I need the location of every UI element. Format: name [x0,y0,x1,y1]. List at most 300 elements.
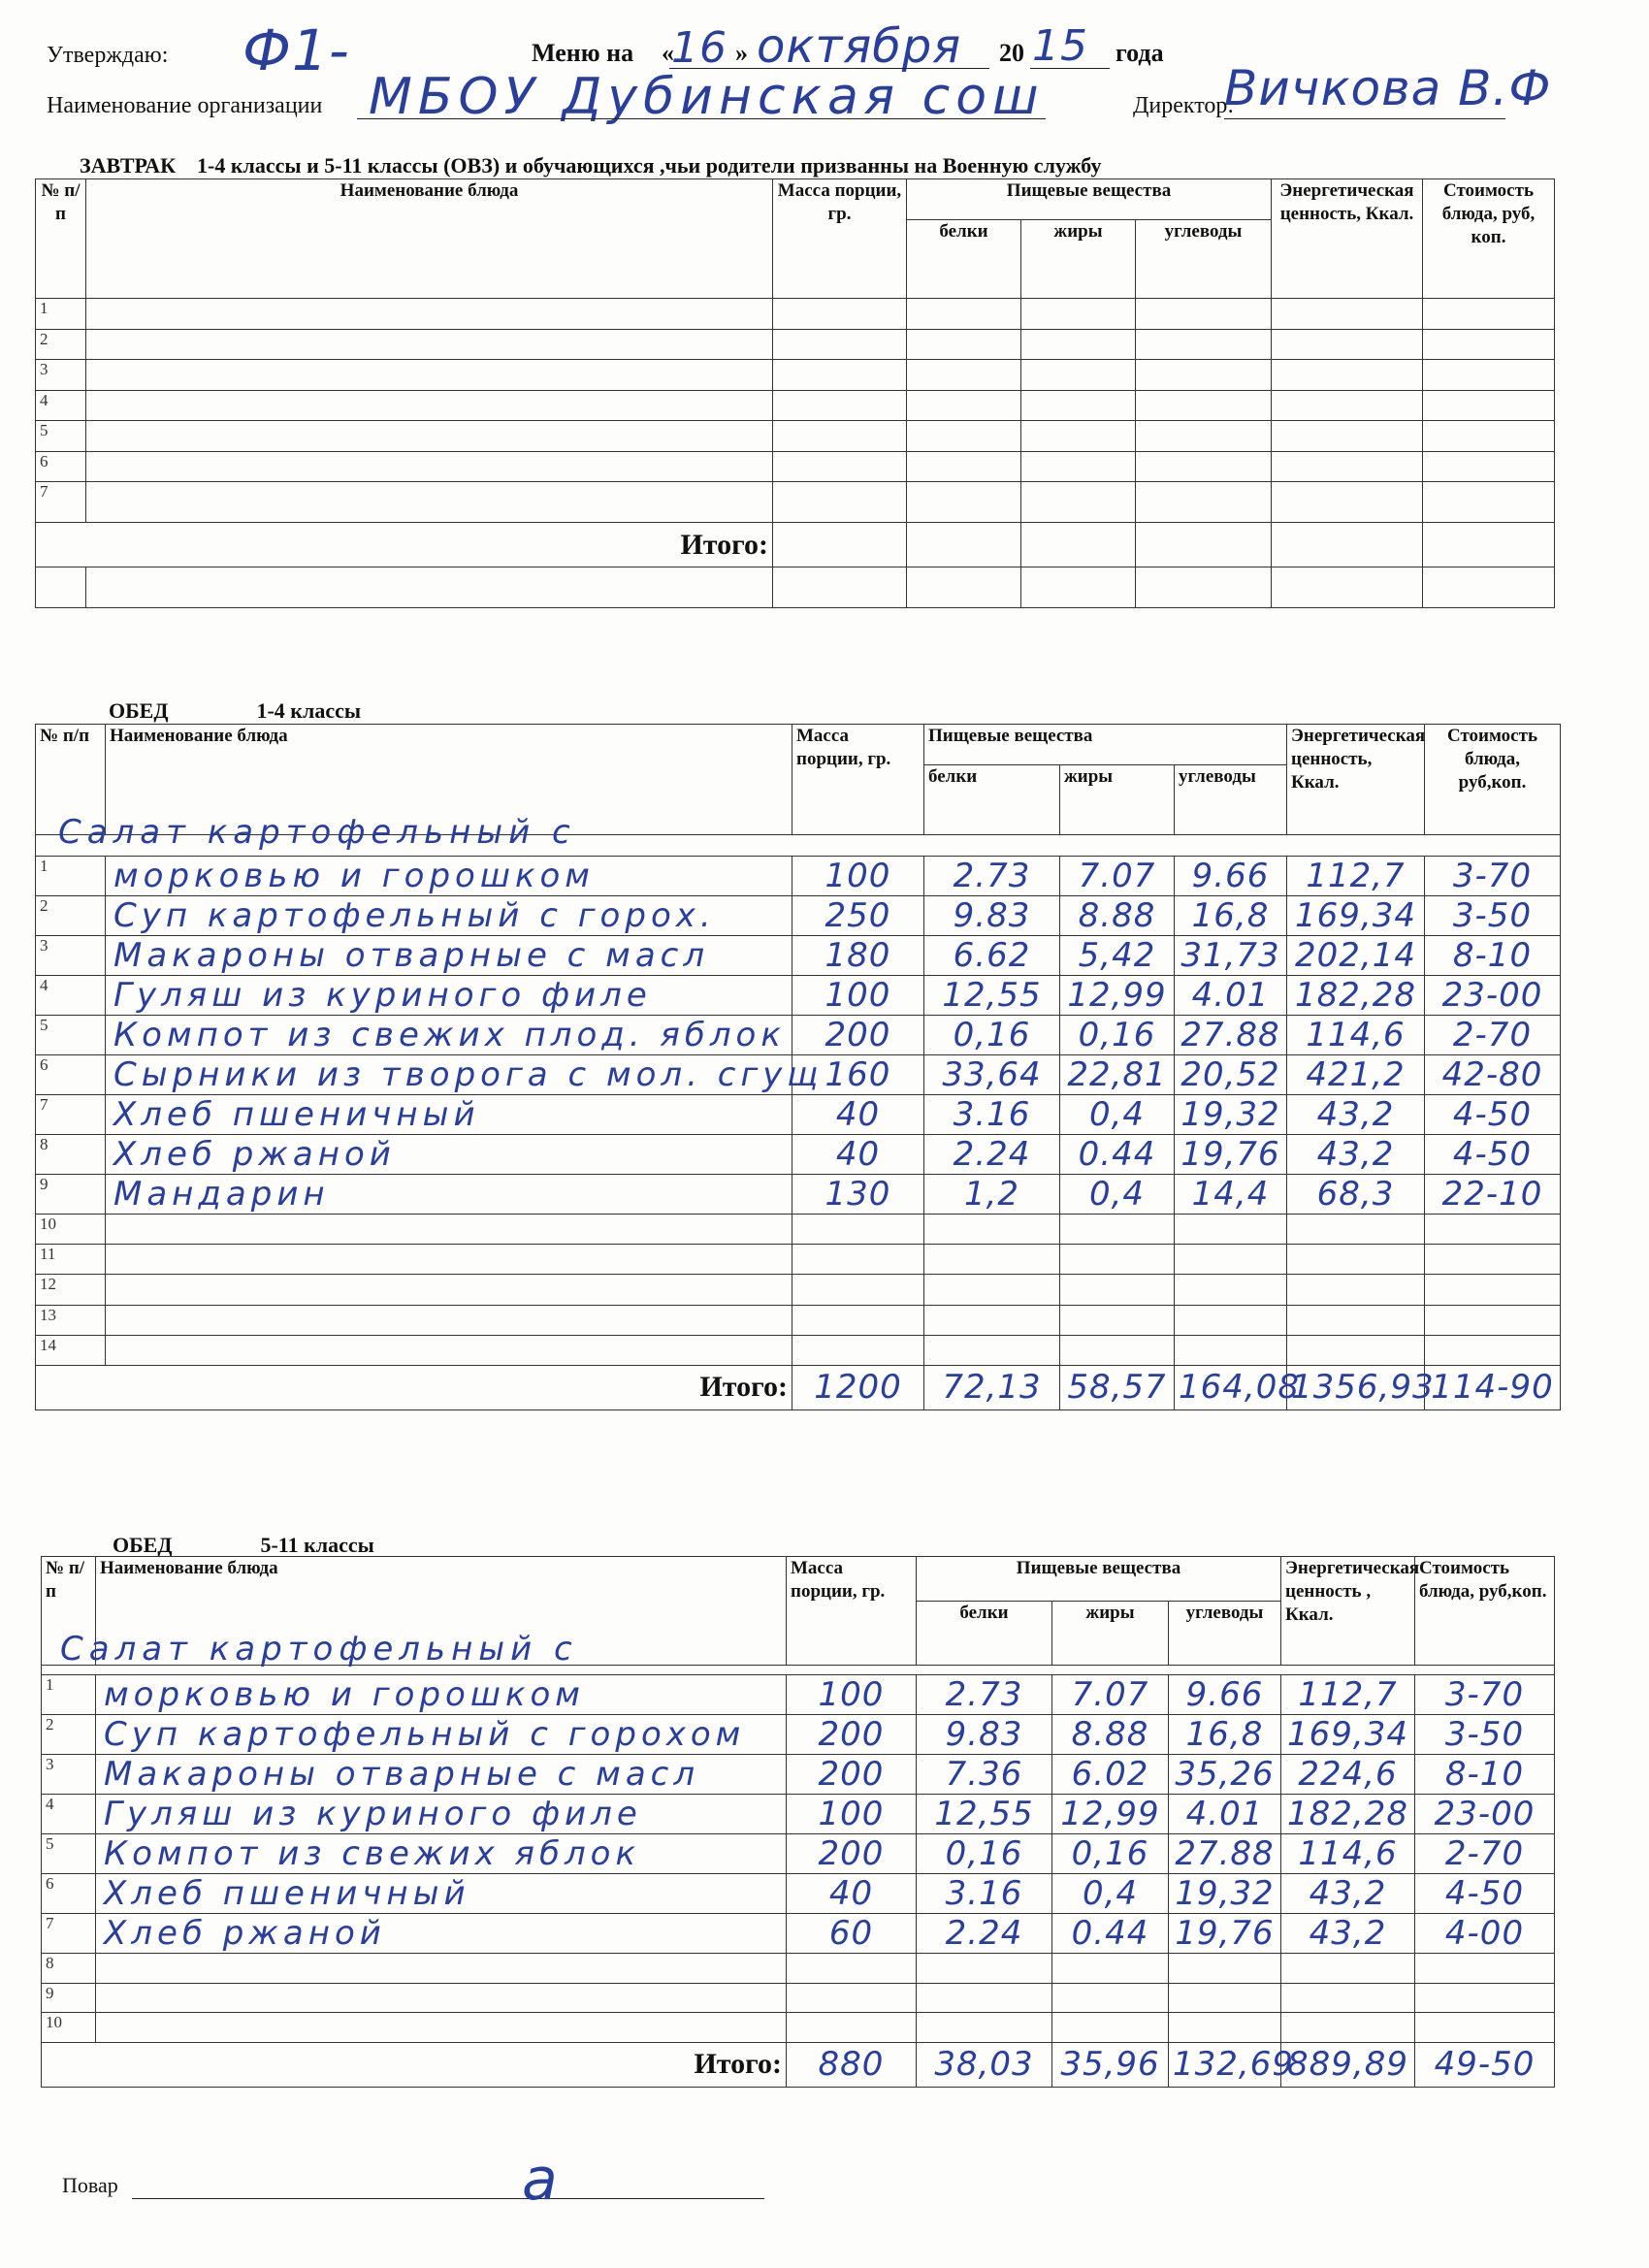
dish-protein: 0,16 [917,1834,1052,1874]
year-suffix: 15 [1032,21,1088,71]
table-cell [1423,482,1555,523]
dish-mass [787,1954,917,1984]
breakfast-empty-cell [907,567,1021,608]
dish-carbs: 31,73 [1175,936,1287,976]
dish-cost: 2-70 [1425,1016,1561,1055]
lunch14-title-rest: 1-4 классы [256,698,362,723]
table-row [42,1715,1555,1755]
cook-underline [132,2198,764,2199]
row-number: 6 [42,1874,96,1914]
table-row [42,1983,1555,2013]
row-number: 5 [36,1016,106,1055]
dish-fat: 0.44 [1060,1135,1175,1175]
dish-name [106,1275,792,1305]
dish-mass: 130 [792,1175,924,1215]
dish-name: Суп картофельный с горохом [96,1715,787,1755]
table-cell [1021,329,1136,360]
table-row [36,390,1555,421]
dish-energy: 224,6 [1281,1755,1415,1795]
lunch511-title-rest: 5-11 классы [260,1533,374,1557]
dish-name [106,1245,792,1275]
breakfast-empty-cell [1136,567,1272,608]
dish-carbs [1169,2013,1281,2043]
dish-carbs: 19,32 [1169,1874,1281,1914]
breakfast-empty-cell [1272,567,1423,608]
dish-mass [792,1275,924,1305]
org-value: МБОУ Дубинская сош [369,68,1045,126]
breakfast-col-carbs: углеводы [1136,220,1272,299]
lunch14-col-name: Наименование блюда [106,725,792,835]
table-cell [86,299,773,330]
year-prefix: 20 [999,39,1024,67]
quote-open: « [662,39,674,67]
dish-cost [1425,1335,1561,1365]
row-number: 4 [42,1795,96,1834]
table-cell [1021,421,1136,452]
dish-name: Компот из свежих яблок [96,1834,787,1874]
row-number: 1 [42,1675,96,1715]
dish-energy: 169,34 [1281,1715,1415,1755]
row-number: 4 [36,976,106,1016]
table-cell [773,329,907,360]
dish-energy [1287,1335,1425,1365]
table-cell [1136,421,1272,452]
row-number: 2 [36,329,86,360]
dish-protein: 6.62 [924,936,1060,976]
dish-mass [787,2013,917,2043]
table-row [42,1914,1555,1954]
breakfast-col-cost: Стоимость блюда, руб, коп. [1423,179,1555,299]
dish-name: морковью и горошком [96,1675,787,1715]
lunch511-total-label: Итого: [42,2042,787,2087]
director-underline [1224,118,1505,119]
cook-label: Повар [62,2173,118,2197]
table-cell [1423,360,1555,391]
lunch511-title [113,1533,374,1558]
table-row [42,1675,1555,1715]
dish-name: Макароны отварные с масл [96,1755,787,1795]
dish-name: Мандарин [106,1175,792,1215]
table-cell [86,451,773,482]
dish-fat [1060,1275,1175,1305]
table-cell [1423,421,1555,452]
breakfast-col-energy: Энергетическая ценность, Ккал. [1272,179,1423,299]
table-row [36,1095,1561,1135]
dish-name: Хлеб пшеничный [106,1095,792,1135]
dish-energy: 182,28 [1281,1795,1415,1834]
row-number: 3 [42,1755,96,1795]
table-row [36,329,1555,360]
dish-cost: 4-50 [1425,1095,1561,1135]
row-number: 7 [36,1095,106,1135]
dish-energy: 421,2 [1287,1055,1425,1095]
lunch14-col-carbs: углеводы [1175,765,1287,835]
breakfast-title [80,153,1101,178]
table-cell [1136,390,1272,421]
lunch511-total-carbs: 132,69 [1169,2042,1281,2087]
lunch14-col-cost: Стоимость блюда, руб,коп. [1425,725,1561,835]
table-row [42,1874,1555,1914]
table-row [36,482,1555,523]
dish-protein: 2.73 [917,1675,1052,1715]
dish-fat: 22,81 [1060,1055,1175,1095]
dish-energy: 43,2 [1281,1914,1415,1954]
dish-name [106,1215,792,1245]
table-cell [86,329,773,360]
table-cell [1021,451,1136,482]
table-row [36,1055,1561,1095]
quote-close: » [735,39,748,67]
table-cell [907,390,1021,421]
lunch511-col-carbs: углеводы [1169,1602,1281,1666]
dish-mass: 100 [792,976,924,1016]
cook-signature: а [522,2146,559,2214]
dish-name: Гуляш из куриного филе [96,1795,787,1834]
dish-carbs: 35,26 [1169,1755,1281,1795]
dish-fat [1060,1245,1175,1275]
dish-carbs [1175,1335,1287,1365]
dish-protein [924,1245,1060,1275]
table-cell [907,482,1021,523]
dish-protein: 3.16 [917,1874,1052,1914]
dish-fat: 12,99 [1060,976,1175,1016]
lunch511-col-cost: Стоимость блюда, руб,коп. [1415,1557,1555,1666]
dish-energy [1281,2013,1415,2043]
table-cell [1136,360,1272,391]
breakfast-col-nutrients: Пищевые вещества [907,179,1272,220]
breakfast-title-main: ЗАВТРАК [80,153,177,178]
lunch511-col-nutrients: Пищевые вещества [917,1557,1281,1602]
dish-protein: 9.83 [924,896,1060,936]
row-number: 14 [36,1335,106,1365]
table-cell [1272,360,1423,391]
dish-carbs: 16,8 [1169,1715,1281,1755]
row-number: 3 [36,936,106,976]
table-row [36,857,1561,896]
dish-fat: 0,4 [1060,1175,1175,1215]
table-row [36,299,1555,330]
dish-protein [924,1275,1060,1305]
dish-protein [924,1215,1060,1245]
row-number: 12 [36,1275,106,1305]
dish-mass: 100 [792,857,924,896]
table-cell [1272,390,1423,421]
dish-name [96,2013,787,2043]
dish-mass: 100 [787,1675,917,1715]
dish-cost: 23-00 [1425,976,1561,1016]
lunch511-pre-row-name: Салат картофельный с [60,1630,578,1669]
dish-cost [1425,1275,1561,1305]
breakfast-empty-cell [86,567,773,608]
row-number: 7 [36,482,86,523]
lunch14-col-no: № п/п [36,725,106,835]
table-row [36,451,1555,482]
dish-mass [792,1305,924,1335]
table-row [42,1795,1555,1834]
row-number: 10 [42,2013,96,2043]
table-cell [773,299,907,330]
lunch511-col-energy: Энергетическая ценность , Ккал. [1281,1557,1415,1666]
dish-protein [924,1305,1060,1335]
dish-cost [1425,1305,1561,1335]
dish-energy: 202,14 [1287,936,1425,976]
lunch14-total-energy: 1356,93 [1287,1365,1425,1409]
lunch14-col-mass: Масса порции, гр. [792,725,924,835]
breakfast-empty-cell [36,567,86,608]
dish-energy [1287,1275,1425,1305]
dish-energy: 68,3 [1287,1175,1425,1215]
row-number: 1 [36,857,106,896]
table-row [36,1175,1561,1215]
dish-fat [1052,1954,1169,1984]
dish-cost: 4-50 [1415,1874,1555,1914]
table-cell [773,482,907,523]
dish-cost: 42-80 [1425,1055,1561,1095]
dish-fat: 0,16 [1060,1016,1175,1055]
dish-carbs: 4.01 [1169,1795,1281,1834]
dish-mass [792,1215,924,1245]
lunch511-col-name: Наименование блюда [96,1557,787,1666]
dish-carbs: 19,76 [1169,1914,1281,1954]
lunch14-title [109,698,361,724]
dish-protein [924,1335,1060,1365]
dish-mass: 180 [792,936,924,976]
table-cell [1423,299,1555,330]
dish-name [106,1305,792,1335]
dish-cost [1415,2013,1555,2043]
dish-mass: 40 [792,1095,924,1135]
dish-cost: 8-10 [1415,1755,1555,1795]
dish-fat: 5,42 [1060,936,1175,976]
row-number: 4 [36,390,86,421]
lunch14-title-main: ОБЕД [109,698,169,723]
dish-name: Сырники из творога с мол. сгущ [106,1055,792,1095]
table-cell [1272,329,1423,360]
dish-energy [1281,1954,1415,1984]
table-cell [1272,482,1423,523]
row-number: 9 [42,1983,96,2013]
dish-carbs [1169,1954,1281,1984]
dish-energy: 43,2 [1287,1135,1425,1175]
table-cell [1136,451,1272,482]
table-row [42,1954,1555,1984]
table-cell [1136,299,1272,330]
dish-mass [787,1983,917,2013]
table-cell [1272,421,1423,452]
dish-protein: 1,2 [924,1175,1060,1215]
row-number: 8 [42,1954,96,1984]
lunch511-total-energy: 889,89 [1281,2042,1415,2087]
dish-energy [1287,1215,1425,1245]
lunch511-total-mass: 880 [787,2042,917,2087]
breakfast-total-cell [1136,523,1272,567]
breakfast-total-cell [1021,523,1136,567]
dish-cost: 3-70 [1415,1675,1555,1715]
lunch14-col-protein: белки [924,765,1060,835]
menu-label: Меню на [532,39,634,67]
lunch14-col-energy: Энергетическая ценность, Ккал. [1287,725,1425,835]
dish-cost: 22-10 [1425,1175,1561,1215]
dish-protein: 7.36 [917,1755,1052,1795]
dish-cost: 23-00 [1415,1795,1555,1834]
dish-name [96,1983,787,2013]
table-row [36,1335,1561,1365]
dish-cost: 4-50 [1425,1135,1561,1175]
dish-energy [1281,1983,1415,2013]
table-cell [1136,329,1272,360]
dish-fat: 8.88 [1052,1715,1169,1755]
dish-name: Хлеб ржаной [106,1135,792,1175]
dish-fat [1060,1335,1175,1365]
dish-carbs: 14,4 [1175,1175,1287,1215]
table-cell [907,329,1021,360]
dish-protein: 2.73 [924,857,1060,896]
dish-carbs: 4.01 [1175,976,1287,1016]
table-row [36,936,1561,976]
approve-label: Утверждаю: [47,43,169,68]
table-cell [86,421,773,452]
dish-carbs [1175,1275,1287,1305]
dish-protein [917,1983,1052,2013]
dish-fat: 6.02 [1052,1755,1169,1795]
dish-name: Компот из свежих плод. яблок [106,1016,792,1055]
breakfast-total-cell [907,523,1021,567]
dish-protein: 12,55 [917,1795,1052,1834]
dish-mass: 60 [787,1914,917,1954]
dish-cost: 3-70 [1425,857,1561,896]
director-label: Директор: [1133,93,1235,118]
breakfast-col-no: № п/п [36,179,86,299]
row-number: 6 [36,1055,106,1095]
dish-protein [917,1954,1052,1984]
dish-fat [1060,1215,1175,1245]
dish-energy [1287,1245,1425,1275]
dish-mass: 40 [787,1874,917,1914]
dish-cost: 8-10 [1425,936,1561,976]
menu-day: 16 [671,23,728,73]
lunch14-pre-row-name: Салат картофельный с [58,813,576,852]
dish-name: Хлеб ржаной [96,1914,787,1954]
dish-fat [1060,1305,1175,1335]
breakfast-empty-cell [773,567,907,608]
row-number: 5 [36,421,86,452]
approve-signature: Ф1- [242,17,350,83]
dish-name: Хлеб пшеничный [96,1874,787,1914]
table-cell [773,360,907,391]
dish-carbs [1175,1245,1287,1275]
lunch14-total-carbs: 164,08 [1175,1365,1287,1409]
dish-name: морковью и горошком [106,857,792,896]
lunch511-total-protein: 38,03 [917,2042,1052,2087]
dish-name: Гуляш из куриного филе [106,976,792,1016]
dish-name [106,1335,792,1365]
table-row [36,1245,1561,1275]
dish-name [96,1954,787,1984]
dish-mass: 200 [787,1834,917,1874]
lunch511-col-fat: жиры [1052,1602,1169,1666]
dish-fat: 8.88 [1060,896,1175,936]
row-number: 6 [36,451,86,482]
table-cell [1272,299,1423,330]
table-row [36,1135,1561,1175]
year-word: года [1116,39,1164,67]
dish-protein: 0,16 [924,1016,1060,1055]
dish-carbs: 27.88 [1175,1016,1287,1055]
breakfast-empty-cell [1021,567,1136,608]
dish-mass: 40 [792,1135,924,1175]
table-row [36,360,1555,391]
dish-energy: 182,28 [1287,976,1425,1016]
dish-mass [792,1335,924,1365]
dish-protein: 2.24 [924,1135,1060,1175]
table-cell [1272,451,1423,482]
dish-cost [1425,1245,1561,1275]
dish-fat: 0,4 [1052,1874,1169,1914]
lunch14-col-fat: жиры [1060,765,1175,835]
lunch14-total-mass: 1200 [792,1365,924,1409]
dish-carbs [1175,1215,1287,1245]
dish-carbs: 20,52 [1175,1055,1287,1095]
lunch511-col-protein: белки [917,1602,1052,1666]
dish-name: Макароны отварные с масл [106,936,792,976]
table-row [36,421,1555,452]
dish-fat: 7.07 [1060,857,1175,896]
row-number: 9 [36,1175,106,1215]
lunch511-col-no: № п/п [42,1557,96,1666]
dish-fat [1052,1983,1169,2013]
table-row [36,1275,1561,1305]
table-cell [907,421,1021,452]
lunch14-col-nutrients: Пищевые вещества [924,725,1287,765]
breakfast-total-cell [1272,523,1423,567]
dish-protein: 3.16 [924,1095,1060,1135]
dish-carbs: 19,76 [1175,1135,1287,1175]
breakfast-col-name: Наименование блюда [86,179,773,299]
dish-carbs: 9.66 [1169,1675,1281,1715]
dish-fat: 0,4 [1060,1095,1175,1135]
table-cell [1423,329,1555,360]
menu-month: октября [757,19,962,74]
lunch511-col-mass: Масса порции, гр. [787,1557,917,1666]
dish-carbs: 9.66 [1175,857,1287,896]
lunch511-title-main: ОБЕД [113,1533,173,1557]
row-number: 5 [42,1834,96,1874]
lunch14-total-cost: 114-90 [1425,1365,1561,1409]
row-number: 11 [36,1245,106,1275]
dish-carbs [1175,1305,1287,1335]
breakfast-table [35,178,1555,608]
dish-energy: 112,7 [1287,857,1425,896]
table-cell [773,390,907,421]
breakfast-empty-cell [1423,567,1555,608]
dish-energy: 169,34 [1287,896,1425,936]
dish-mass: 100 [787,1795,917,1834]
dish-mass: 200 [787,1715,917,1755]
dish-cost: 4-00 [1415,1914,1555,1954]
breakfast-col-mass: Масса порции, гр. [773,179,907,299]
dish-energy [1287,1305,1425,1335]
lunch511-total-cost: 49-50 [1415,2042,1555,2087]
table-row [36,896,1561,936]
dish-energy: 43,2 [1281,1874,1415,1914]
dish-mass: 200 [787,1755,917,1795]
dish-name: Суп картофельный с горох. [106,896,792,936]
table-cell [773,421,907,452]
breakfast-col-fat: жиры [1021,220,1136,299]
dish-mass: 160 [792,1055,924,1095]
row-number: 1 [36,299,86,330]
row-number: 2 [36,896,106,936]
